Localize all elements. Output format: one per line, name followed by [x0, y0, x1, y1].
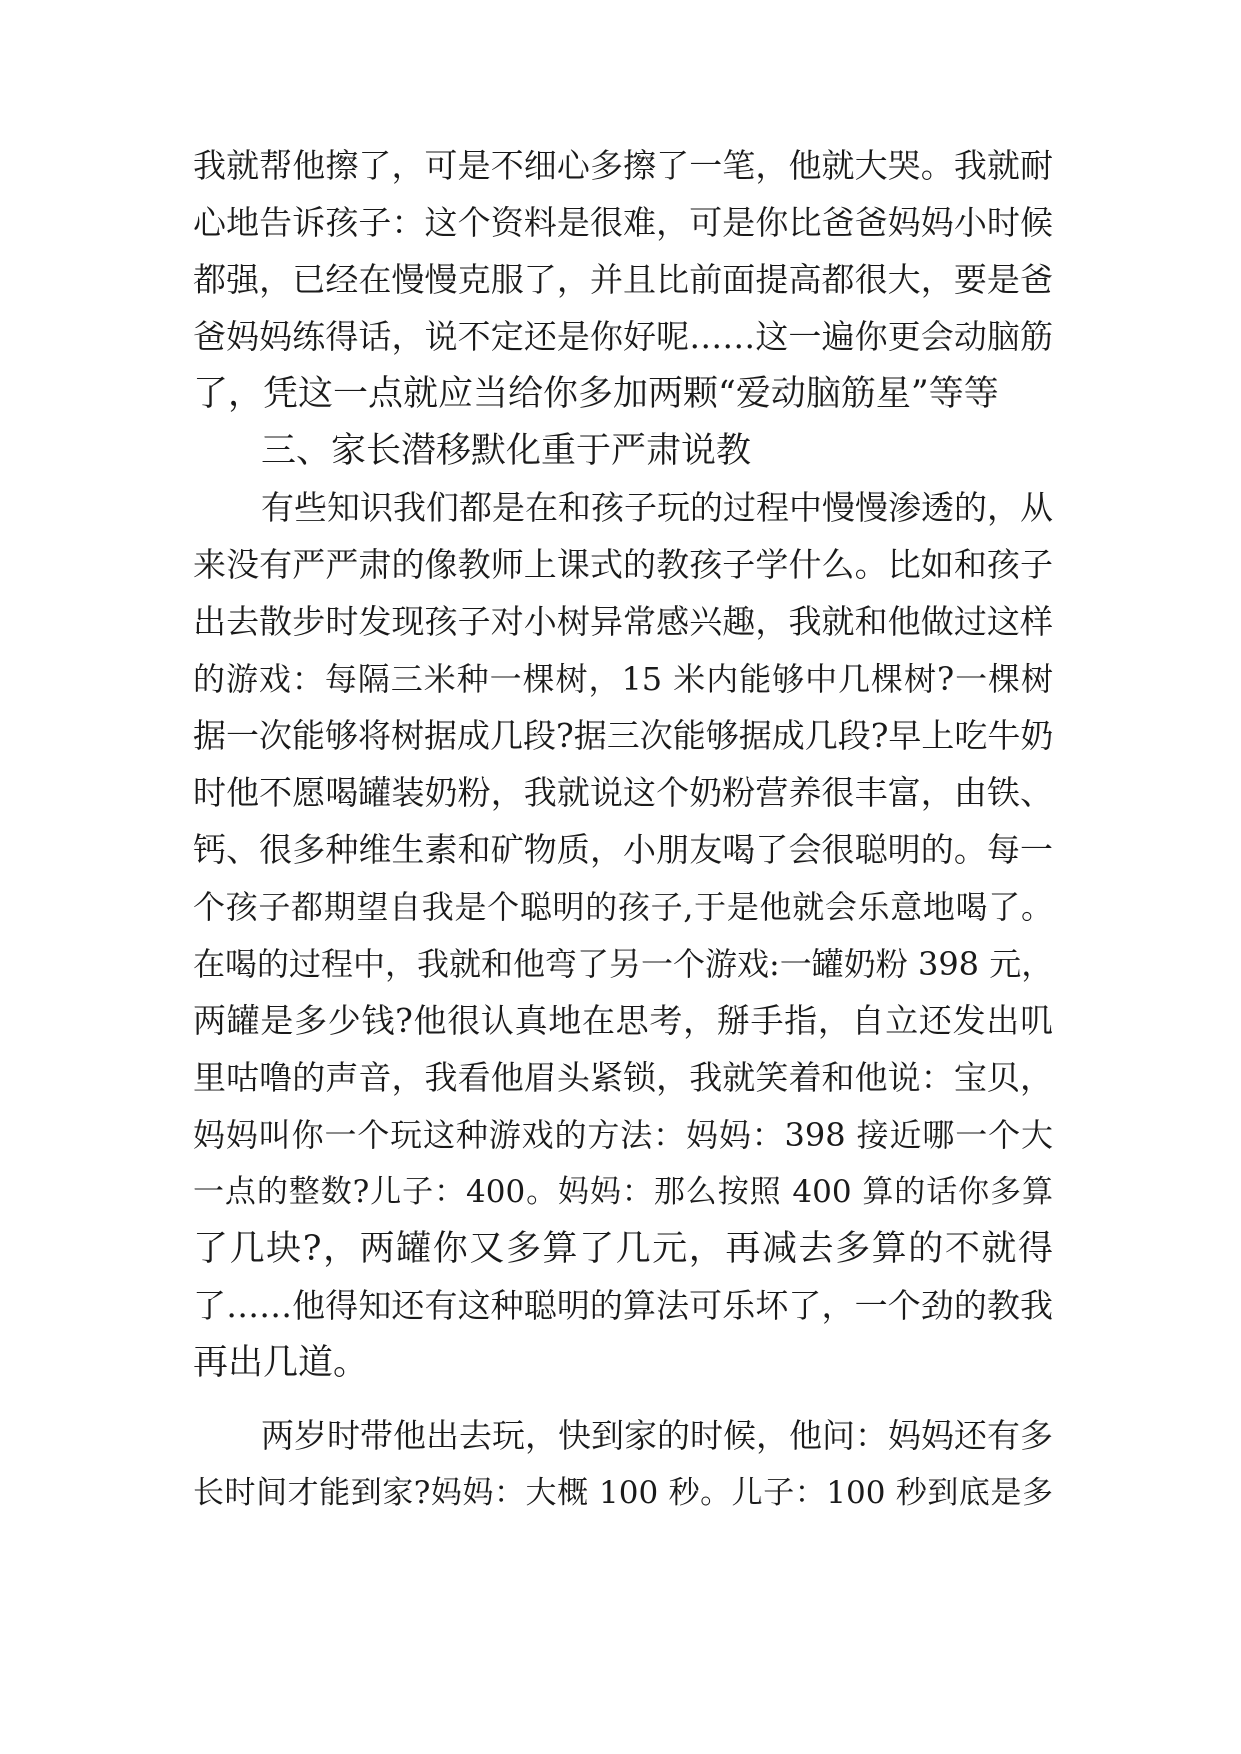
text-line: 了……他得知还有这种聪明的算法可乐坏了，一个劲的教我 [193, 1286, 1053, 1325]
text-line: 再出几道。 [193, 1343, 369, 1383]
text-line: 爸妈妈练得话，说不定还是你好呢……这一遍你更会动脑筋 [193, 317, 1053, 356]
text-line: 有些知识我们都是在和孩子玩的过程中慢慢渗透的，从 [261, 488, 1053, 527]
section-heading: 三、家长潜移默化重于严肃说教 [261, 431, 752, 471]
text-line: 我就帮他擦了，可是不细心多擦了一笔，他就大哭。我就耐 [193, 146, 1053, 185]
text-line: 一点的整数?儿子：400。妈妈：那么按照 400 算的话你多算 [193, 1174, 1053, 1210]
text-line: 的游戏：每隔三米种一棵树，15 米内能够中几棵树?一棵树 [193, 660, 1053, 698]
text-line: 出去散步时发现孩子对小树异常感兴趣，我就和他做过这样 [193, 602, 1053, 641]
text-line: 据一次能够将树据成几段?据三次能够据成几段?早上吃牛奶 [193, 716, 1054, 755]
text-line: 里咕噜的声音，我看他眉头紧锁，我就笑着和他说：宝贝， [193, 1058, 1053, 1097]
text-line: 妈妈叫你一个玩这种游戏的方法：妈妈：398 接近哪一个大 [193, 1116, 1053, 1154]
text-line: 了几块?，两罐你又多算了几元，再减去多算的不就得 [193, 1229, 1053, 1269]
text-line: 时他不愿喝罐装奶粉，我就说这个奶粉营养很丰富，由铁、 [193, 773, 1053, 812]
text-line: 都强，已经在慢慢克服了，并且比前面提高都很大，要是爸 [193, 260, 1053, 299]
text-line: 两岁时带他出去玩，快到家的时候，他问：妈妈还有多 [261, 1416, 1053, 1455]
text-line: 在喝的过程中，我就和他弯了另一个游戏:一罐奶粉 398 元， [193, 945, 1054, 983]
text-line: 了，凭这一点就应当给你多加两颗“爱动脑筋星”等等 [193, 374, 999, 414]
text-line: 长时间才能到家?妈妈：大概 100 秒。儿子：100 秒到底是多 [193, 1475, 1053, 1511]
text-line: 两罐是多少钱?他很认真地在思考，掰手指，自立还发出叽 [193, 1001, 1053, 1040]
text-line: 个孩子都期望自我是个聪明的孩子,于是他就会乐意地喝了。 [193, 888, 1053, 926]
text-line: 来没有严严肃的像教师上课式的教孩子学什么。比如和孩子 [193, 545, 1053, 584]
text-line: 心地告诉孩子：这个资料是很难，可是你比爸爸妈妈小时候 [193, 203, 1053, 242]
text-line: 钙、很多种维生素和矿物质，小朋友喝了会很聪明的。每一 [193, 830, 1053, 869]
